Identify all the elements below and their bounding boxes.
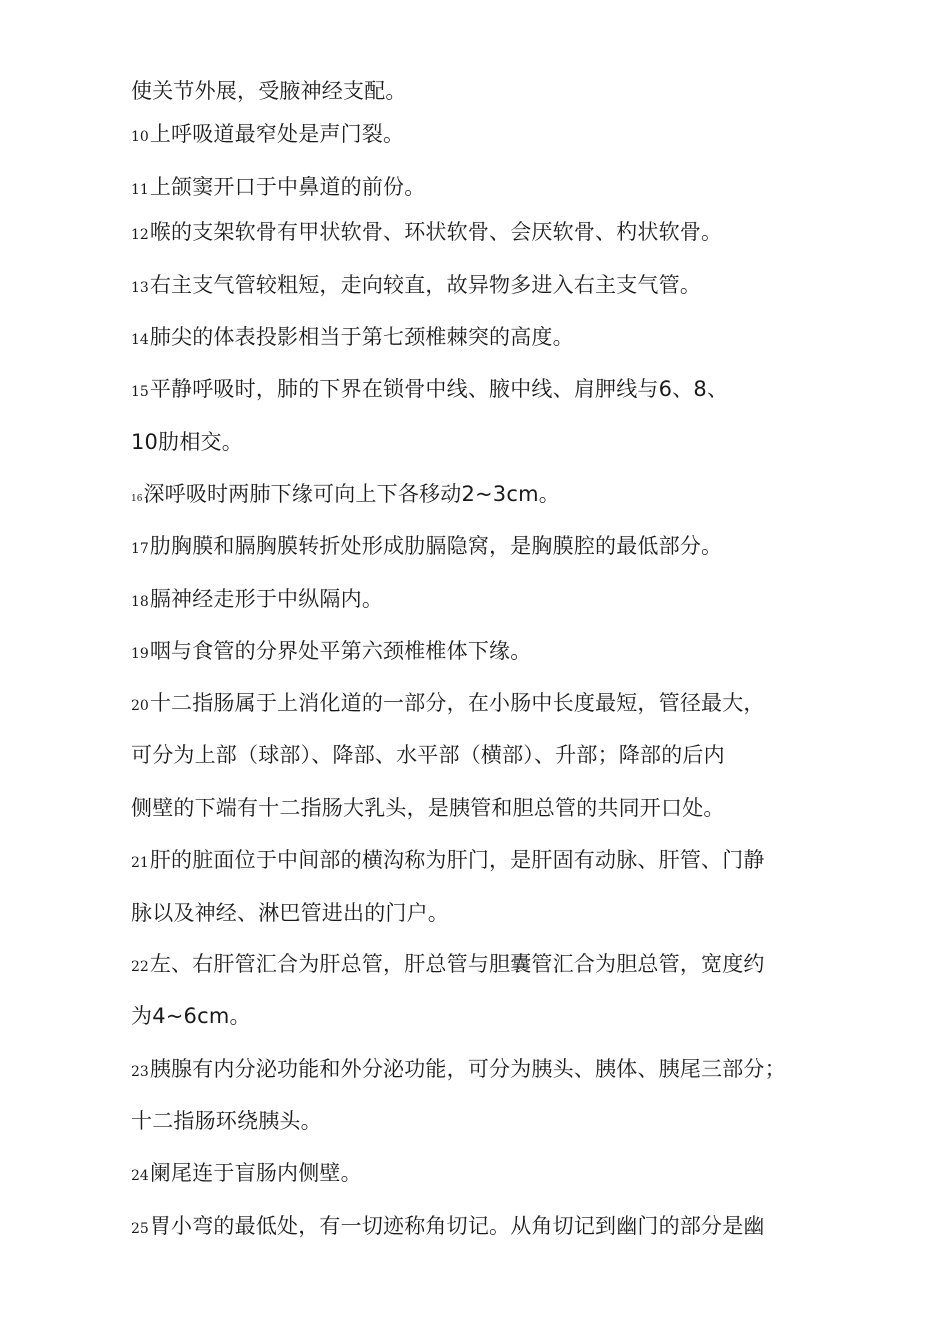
list-item-15 <box>131 376 861 402</box>
text-line-continuation <box>131 900 861 926</box>
item-number: 17 <box>131 541 149 557</box>
line-text: 喉的支架软骨有甲状软骨、环状软骨、会厌软骨、杓状软骨。 <box>149 220 723 244</box>
item-number: 10 <box>131 129 149 145</box>
item-number: 19 <box>131 646 149 662</box>
item-number: 18 <box>131 594 149 610</box>
line-latin-text: 4~6cm <box>152 1004 230 1028</box>
item-number: 14 <box>131 332 149 348</box>
line-text: 肺尖的体表投影相当于第七颈椎棘突的高度。 <box>149 325 574 349</box>
list-item-14 <box>131 324 861 350</box>
list-item-12 <box>131 219 861 245</box>
list-item-16 <box>131 481 861 507</box>
line-text: 膈神经走形于中纵隔内。 <box>149 587 384 611</box>
item-number: 12 <box>131 227 149 243</box>
text-line-continuation <box>131 742 861 768</box>
line-text: 胃小弯的最低处，有一切迹称角切记。从角切记到幽门的部分是幽 <box>149 1214 765 1238</box>
line-text: 胰腺有内分泌功能和外分泌功能，可分为胰头、胰体、胰尾三部分； <box>149 1057 786 1081</box>
line-text: 十二指肠属于上消化道的一部分，在小肠中长度最短，管径最大， <box>149 691 765 715</box>
document-body <box>131 78 861 1239</box>
item-number: 16 <box>131 494 143 504</box>
item-number: 20 <box>131 698 149 714</box>
line-text: 上呼吸道最窄处是声门裂。 <box>149 122 405 146</box>
list-item-17 <box>131 533 861 559</box>
text-line <box>131 78 861 104</box>
line-tail-text: 。 <box>538 482 560 506</box>
list-item-11 <box>131 174 861 200</box>
line-text: 十二指肠环绕胰头。 <box>131 1109 322 1133</box>
list-item-18 <box>131 586 861 612</box>
line-tail-text: 。 <box>229 1004 251 1028</box>
line-latin-text: 10 <box>131 430 159 454</box>
line-text: 肋相交。 <box>158 430 243 454</box>
list-item-22 <box>131 951 861 977</box>
line-text: 肝的脏面位于中间部的横沟称为肝门，是肝固有动脉、肝管、门静 <box>149 848 765 872</box>
list-item-19 <box>131 638 861 664</box>
line-text: 可分为上部（球部）、降部、水平部（横部）、升部；降部的后内 <box>131 743 725 767</box>
item-number: 24 <box>131 1168 149 1184</box>
text-line-continuation <box>131 429 861 455</box>
line-text: 深呼吸时两肺下缘可向上下各移动 <box>143 482 462 506</box>
list-item-10 <box>131 121 861 147</box>
list-item-21 <box>131 847 861 873</box>
item-number: 23 <box>131 1064 149 1080</box>
line-text: 使关节外展，受腋神经支配。 <box>131 79 407 103</box>
item-number: 22 <box>131 959 149 975</box>
text-line-continuation <box>131 1108 861 1134</box>
item-number: 15 <box>131 384 149 400</box>
line-text: 脉以及神经、淋巴管进出的门户。 <box>131 901 449 925</box>
line-text: 平静呼吸时，肺的下界在锁骨中线、腋中线、肩胛线与 <box>149 377 659 401</box>
text-line-continuation <box>131 795 861 821</box>
list-item-24 <box>131 1160 861 1186</box>
line-latin-text: 2~3cm <box>461 482 539 506</box>
list-item-13 <box>131 272 861 298</box>
item-number: 21 <box>131 855 149 871</box>
line-text: 左、右肝管汇合为肝总管，肝总管与胆囊管汇合为胆总管，宽度约 <box>149 952 765 976</box>
list-item-25 <box>131 1213 861 1239</box>
line-text: 咽与食管的分界处平第六颈椎椎体下缘。 <box>149 639 532 663</box>
item-number: 25 <box>131 1221 149 1237</box>
line-text: 阑尾连于盲肠内侧壁。 <box>149 1161 362 1185</box>
list-item-20 <box>131 690 861 716</box>
line-text: 侧壁的下端有十二指肠大乳头，是胰管和胆总管的共同开口处。 <box>131 796 725 820</box>
line-text: 肋胸膜和膈胸膜转折处形成肋膈隐窝，是胸膜腔的最低部分。 <box>149 534 723 558</box>
item-number: 13 <box>131 280 149 296</box>
line-text: 右主支气管较粗短，走向较直，故异物多进入右主支气管。 <box>149 273 702 297</box>
line-latin-text: 6、8、 <box>658 377 729 401</box>
line-text: 为 <box>131 1004 153 1028</box>
text-line-continuation <box>131 1003 861 1029</box>
item-number: 11 <box>131 182 149 198</box>
line-text: 上颌窦开口于中鼻道的前份。 <box>149 175 426 199</box>
list-item-23 <box>131 1056 861 1082</box>
